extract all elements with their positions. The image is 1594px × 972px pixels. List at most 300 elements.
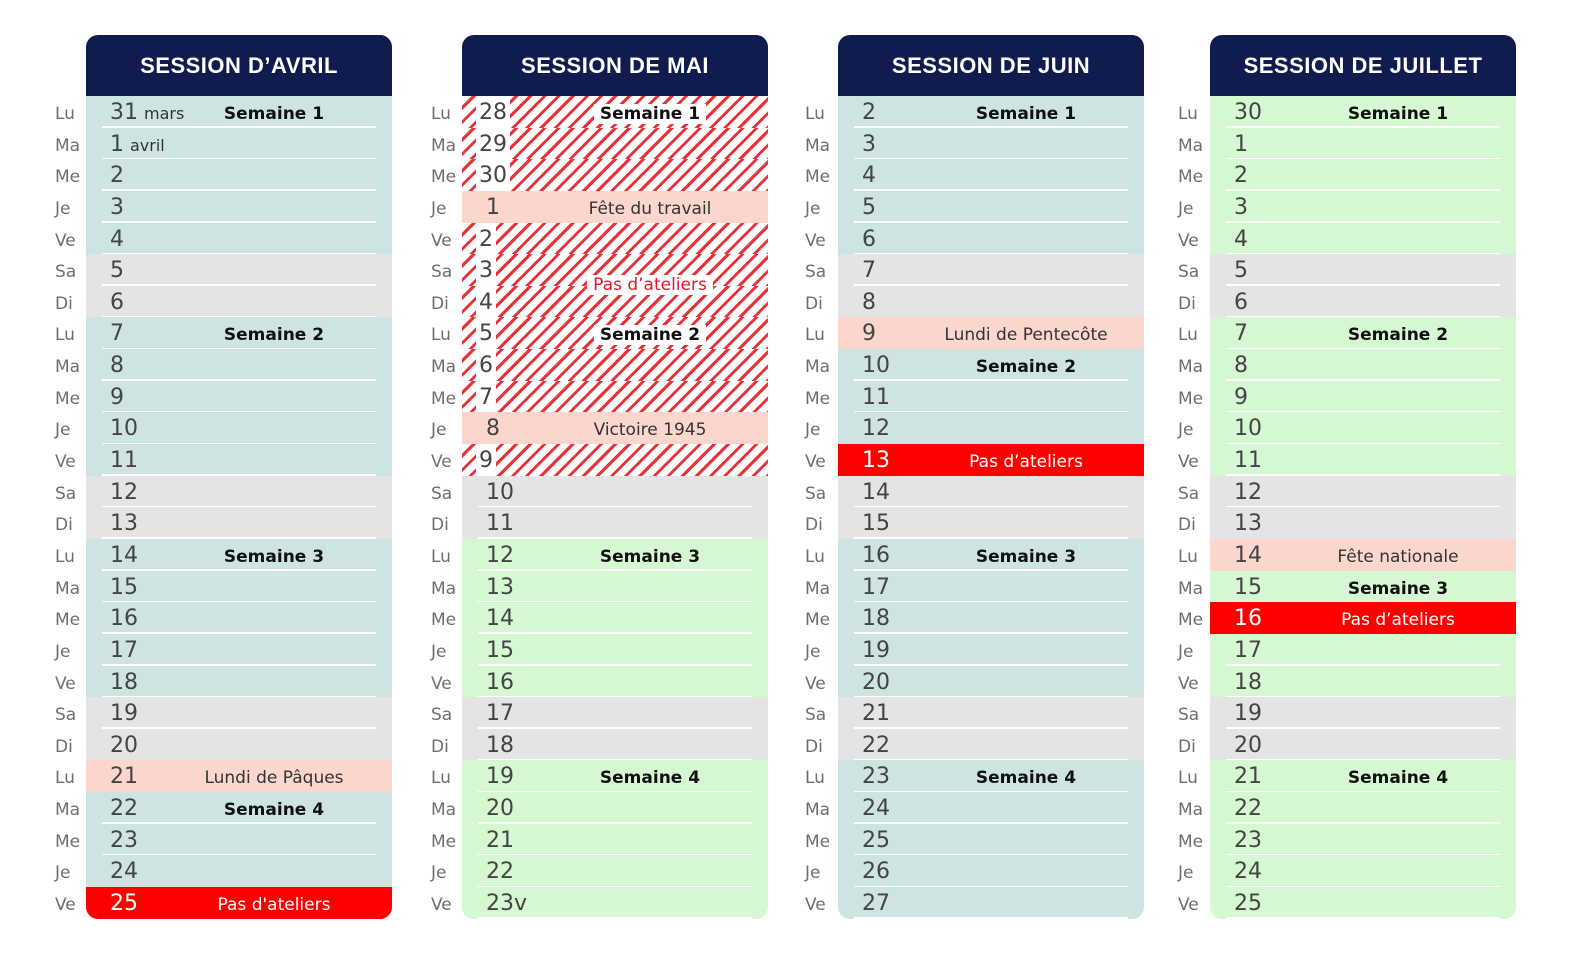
weekday-label: Lu	[1178, 104, 1198, 124]
day-number-value: 9	[1234, 384, 1248, 410]
day-number	[110, 317, 124, 351]
weekday-label: Je	[805, 420, 821, 441]
calendar-day-row	[1210, 349, 1516, 381]
day-number-value: 6	[862, 226, 876, 252]
calendar-day-row	[838, 412, 1144, 444]
weekday-label: Sa	[431, 705, 453, 726]
session-card	[1210, 35, 1516, 919]
day-number-value: 25	[110, 891, 138, 917]
day-number-value: 4	[862, 163, 876, 189]
week-label	[532, 96, 768, 132]
calendar-day-row	[1210, 760, 1516, 792]
weekday-label: Je	[431, 863, 447, 884]
row-label-text: Semaine 4	[975, 768, 1077, 789]
row-label-text: Pas d'ateliers	[217, 895, 331, 916]
day-number-value: 10	[486, 479, 514, 505]
day-number	[476, 317, 496, 351]
calendar-day-row	[86, 349, 392, 381]
row-label-text: Lundi de Pentecôte	[944, 325, 1108, 346]
row-label-text: Semaine 2	[975, 357, 1077, 378]
weekday-label: Me	[1178, 167, 1204, 188]
weekday-label: Lu	[431, 325, 451, 346]
day-number-value: 2	[1234, 163, 1248, 189]
calendar-day-row	[86, 96, 392, 128]
weekday-label: Je	[1178, 198, 1194, 219]
calendar-day-row	[462, 824, 768, 856]
week-label	[156, 539, 392, 575]
weekday-label: Sa	[431, 483, 453, 504]
day-number	[862, 887, 890, 919]
calendar-day-row	[462, 666, 768, 698]
weekday-label: Je	[431, 420, 447, 441]
day-number	[1234, 96, 1262, 130]
day-number-value: 10	[1234, 416, 1262, 442]
day-number-value: 1	[110, 131, 124, 157]
day-number-value: 19	[862, 637, 890, 663]
calendar-day-row	[838, 223, 1144, 255]
weekday-label: Ma	[805, 800, 831, 821]
session-rows	[462, 96, 768, 919]
calendar-day-row	[462, 412, 768, 444]
no-workshop-label	[1280, 602, 1516, 638]
weekday-label: Lu	[55, 325, 75, 346]
calendar-day-row	[1210, 792, 1516, 824]
weekday-label: Sa	[431, 262, 453, 283]
calendar-day-row	[86, 444, 392, 476]
weekday-label: Di	[1178, 515, 1196, 536]
day-number-value: 29	[479, 131, 507, 157]
day-number	[110, 223, 124, 257]
weekday-label: Ma	[805, 357, 831, 378]
calendar-day-row	[1210, 476, 1516, 508]
weekday-label: Ve	[1178, 673, 1199, 694]
day-number-value: 18	[486, 732, 514, 758]
day-number	[1234, 507, 1262, 541]
calendar-day-row	[462, 792, 768, 824]
day-number	[110, 476, 138, 510]
day-number-value: 4	[1234, 226, 1248, 252]
day-number	[1234, 223, 1248, 257]
day-number-value: 14	[486, 606, 514, 632]
week-label	[1280, 571, 1516, 607]
row-label-text: Semaine 2	[223, 325, 325, 346]
weekday-label: Sa	[55, 262, 77, 283]
day-number-value: 23v	[486, 891, 528, 917]
day-number	[862, 96, 876, 130]
day-number-value: 13	[110, 511, 138, 537]
weekday-label: Ma	[431, 578, 457, 599]
no-workshop-label	[156, 887, 392, 919]
calendar-day-row	[838, 191, 1144, 223]
weekday-label: Lu	[805, 325, 825, 346]
day-number	[110, 412, 138, 446]
weekday-label: Je	[805, 641, 821, 662]
day-number	[1234, 381, 1248, 415]
day-number-value: 24	[1234, 859, 1262, 885]
weekday-label: Ve	[55, 230, 76, 251]
day-number-value: 12	[1234, 479, 1262, 505]
day-number-value: 17	[110, 637, 138, 663]
day-number-value: 1	[486, 194, 500, 220]
day-number	[862, 223, 876, 257]
weekday-label: Je	[55, 420, 71, 441]
calendar-day-row	[86, 223, 392, 255]
weekday-label: Lu	[1178, 768, 1198, 789]
weekday-label: Lu	[431, 768, 451, 789]
calendar-day-row	[838, 855, 1144, 887]
weekday-label: Je	[805, 198, 821, 219]
calendar-day-row	[86, 412, 392, 444]
calendar-day-row	[86, 729, 392, 761]
day-number	[1234, 571, 1262, 605]
day-number-value: 20	[1234, 732, 1262, 758]
calendar-day-row	[86, 128, 392, 160]
day-number	[486, 887, 527, 919]
day-number-value: 16	[862, 542, 890, 568]
day-number-value: 22	[486, 859, 514, 885]
calendar-day-row	[1210, 191, 1516, 223]
day-number	[110, 128, 165, 163]
day-number	[862, 729, 890, 763]
calendar-day-row	[462, 96, 768, 128]
weekday-label: Sa	[55, 705, 77, 726]
calendar-day-row	[86, 634, 392, 666]
calendar-day-row	[838, 887, 1144, 919]
weekday-label: Me	[431, 610, 457, 631]
day-number-value: 8	[110, 353, 124, 379]
weekday-label: Ve	[805, 230, 826, 251]
day-number-value: 8	[1234, 353, 1248, 379]
row-label-text: Fête nationale	[1337, 546, 1459, 567]
row-label-text: Semaine 4	[1347, 768, 1449, 789]
day-number	[486, 760, 514, 794]
weekday-label: Ve	[431, 895, 452, 916]
week-label	[156, 792, 392, 828]
day-number	[1234, 412, 1262, 446]
holiday-label	[1280, 539, 1516, 575]
weekday-label: Sa	[805, 705, 827, 726]
weekday-label: Me	[55, 388, 81, 409]
weekday-label: Ma	[805, 135, 831, 156]
holiday-label	[532, 412, 768, 448]
calendar-day-row	[86, 286, 392, 318]
session-rows	[838, 96, 1144, 919]
weekday-label: Je	[1178, 863, 1194, 884]
day-number	[1234, 634, 1262, 668]
weekday-label: Di	[431, 515, 449, 536]
day-number	[862, 602, 890, 636]
calendar-day-row	[1210, 128, 1516, 160]
row-label-text: Semaine 1	[223, 104, 325, 124]
calendar-day-row	[838, 792, 1144, 824]
weekday-label: Sa	[1178, 483, 1200, 504]
calendar-day-row	[838, 507, 1144, 539]
row-label-text: Fête du travail	[588, 198, 712, 219]
weekday-label: Ma	[431, 135, 457, 156]
day-number-value: 21	[486, 827, 514, 853]
weekday-label: Me	[431, 388, 457, 409]
weekday-label: Me	[55, 167, 81, 188]
weekday-label: Di	[1178, 293, 1196, 314]
day-number	[862, 128, 876, 162]
day-number-value: 17	[862, 574, 890, 600]
day-number-value: 15	[1234, 574, 1262, 600]
calendar-day-row	[838, 634, 1144, 666]
day-number	[1234, 666, 1262, 700]
weekday-label: Ma	[55, 135, 81, 156]
day-number-value: 23	[110, 827, 138, 853]
weekday-label: Je	[431, 641, 447, 662]
day-number-value: 12	[486, 542, 514, 568]
day-number-value: 20	[862, 669, 890, 695]
day-number	[110, 286, 124, 320]
day-number-value: 7	[479, 384, 493, 410]
no-workshop-label	[908, 444, 1144, 480]
day-number	[476, 128, 510, 162]
day-number-value: 18	[862, 606, 890, 632]
calendar-day-row	[838, 602, 1144, 634]
day-number-value: 17	[486, 701, 514, 727]
day-number	[110, 602, 138, 636]
day-number-value: 5	[862, 194, 876, 220]
day-number	[110, 792, 138, 826]
day-number	[1234, 444, 1262, 478]
day-number	[110, 349, 124, 383]
day-number	[1234, 855, 1262, 889]
day-number-value: 24	[862, 796, 890, 822]
calendar-day-row	[1210, 602, 1516, 634]
day-number	[862, 760, 890, 794]
day-number	[476, 444, 496, 478]
day-number-value: 4	[479, 289, 493, 315]
no-workshop-label	[532, 273, 768, 297]
calendar-day-row	[1210, 697, 1516, 729]
day-number	[486, 855, 514, 889]
week-label	[908, 349, 1144, 385]
day-number-value: 2	[110, 163, 124, 189]
day-number	[486, 476, 514, 510]
weekday-label: Ve	[805, 673, 826, 694]
calendar-day-row	[1210, 507, 1516, 539]
day-number	[1234, 254, 1248, 288]
no-workshop-text: Pas d’ateliers	[587, 275, 713, 295]
week-label	[1280, 760, 1516, 796]
day-number-value: 31	[110, 100, 138, 125]
day-number	[110, 697, 138, 731]
weekday-label: Je	[1178, 420, 1194, 441]
day-number	[486, 824, 514, 858]
weekday-label: Lu	[55, 104, 75, 124]
calendar-day-row	[1210, 286, 1516, 318]
week-label	[156, 317, 392, 353]
weekday-label: Lu	[805, 546, 825, 567]
day-number	[486, 634, 514, 668]
calendar-day-row	[838, 128, 1144, 160]
day-number	[862, 571, 890, 605]
weekday-label: Sa	[1178, 262, 1200, 283]
day-number-value: 15	[486, 637, 514, 663]
week-label	[532, 760, 768, 796]
calendar-day-row	[1210, 571, 1516, 603]
day-number	[110, 444, 138, 478]
weekday-label: Sa	[1178, 705, 1200, 726]
weekday-label: Me	[805, 167, 831, 188]
day-number-value: 5	[1234, 258, 1248, 284]
weekday-label: Lu	[1178, 325, 1198, 346]
calendar-day-row	[838, 444, 1144, 476]
row-label-text: Pas d’ateliers	[969, 452, 1083, 473]
day-number-value: 14	[862, 479, 890, 505]
day-number	[862, 476, 890, 510]
day-number-value: 23	[1234, 827, 1262, 853]
day-number-value: 25	[862, 827, 890, 853]
day-number	[862, 666, 890, 700]
calendar-day-row	[1210, 381, 1516, 413]
calendar-day-row	[462, 602, 768, 634]
calendar-day-row	[462, 159, 768, 191]
day-number	[862, 539, 890, 573]
day-number	[1234, 760, 1262, 794]
calendar-day-row	[86, 760, 392, 792]
weekday-label: Ma	[1178, 357, 1204, 378]
weekday-label: Di	[805, 293, 823, 314]
week-label	[908, 760, 1144, 796]
calendar-day-row	[462, 128, 768, 160]
holiday-label	[532, 191, 768, 227]
calendar-day-row	[462, 697, 768, 729]
calendar-day-row	[462, 760, 768, 792]
day-number-value: 16	[486, 669, 514, 695]
day-number-value: 19	[486, 764, 514, 790]
calendar-day-row	[86, 191, 392, 223]
day-number-value: 1	[1234, 131, 1248, 157]
weekday-label: Lu	[805, 104, 825, 124]
calendar-day-row	[1210, 444, 1516, 476]
day-number	[110, 760, 138, 794]
day-number	[110, 539, 138, 573]
weekday-label: Me	[55, 610, 81, 631]
day-number-value: 28	[479, 100, 507, 125]
weekday-label: Di	[805, 515, 823, 536]
weekday-label: Sa	[805, 483, 827, 504]
day-number	[486, 539, 514, 573]
day-number	[476, 159, 510, 193]
session-title: SESSION DE JUILLET	[1210, 35, 1516, 96]
calendar-day-row	[462, 887, 768, 919]
calendar-day-row	[1210, 824, 1516, 856]
calendar-day-row	[1210, 666, 1516, 698]
day-number-value: 20	[110, 732, 138, 758]
calendar-day-row	[1210, 855, 1516, 887]
weekday-label: Ve	[431, 452, 452, 473]
day-number-value: 9	[479, 448, 493, 474]
day-number-value: 4	[110, 226, 124, 252]
weekday-label: Lu	[55, 546, 75, 567]
day-number-value: 6	[1234, 289, 1248, 315]
calendar-day-row	[838, 317, 1144, 349]
day-number-value: 5	[110, 258, 124, 284]
day-number-value: 14	[110, 542, 138, 568]
calendar-day-row	[86, 381, 392, 413]
weekday-label: Ve	[1178, 452, 1199, 473]
calendar-day-row	[1210, 729, 1516, 761]
calendar-day-row	[838, 729, 1144, 761]
day-number-value: 16	[1234, 606, 1262, 632]
day-number-value: 12	[110, 479, 138, 505]
weekday-label: Ve	[1178, 230, 1199, 251]
calendar-day-row	[1210, 412, 1516, 444]
day-number	[862, 792, 890, 826]
day-number-value: 18	[110, 669, 138, 695]
weekday-label: Je	[55, 641, 71, 662]
day-number	[486, 729, 514, 763]
row-label-text: Victoire 1945	[593, 420, 707, 441]
day-number-value: 22	[862, 732, 890, 758]
day-number	[110, 729, 138, 763]
holiday-label	[156, 760, 392, 796]
row-label-text: Semaine 3	[975, 546, 1077, 567]
calendar-day-row	[838, 571, 1144, 603]
session-rows	[86, 96, 392, 919]
day-number	[862, 254, 876, 288]
row-label-text: Semaine 1	[1347, 104, 1449, 124]
weekday-label: Lu	[431, 104, 451, 124]
day-number-value: 23	[862, 764, 890, 790]
session-title: SESSION DE MAI	[462, 35, 768, 96]
day-number-value: 3	[1234, 194, 1248, 220]
weekday-label: Je	[55, 198, 71, 219]
calendar-day-row	[462, 191, 768, 223]
row-label-text: Semaine 1	[975, 104, 1077, 124]
weekday-label: Ma	[1178, 800, 1204, 821]
day-number-value: 30	[479, 163, 507, 189]
calendar-day-row	[1210, 254, 1516, 286]
calendar-day-row	[1210, 317, 1516, 349]
calendar-day-row	[86, 254, 392, 286]
day-number	[862, 159, 876, 193]
day-number	[110, 159, 124, 193]
day-number	[1234, 697, 1262, 731]
day-number	[110, 507, 138, 541]
day-number	[862, 381, 890, 415]
calendar-day-row	[86, 824, 392, 856]
weekday-label: Me	[431, 167, 457, 188]
calendar-day-row	[838, 254, 1144, 286]
day-number	[476, 223, 496, 257]
week-label	[1280, 96, 1516, 132]
calendar-day-row	[1210, 634, 1516, 666]
day-number	[862, 349, 890, 383]
day-number	[110, 191, 124, 225]
day-number-value: 18	[1234, 669, 1262, 695]
day-number-value: 9	[862, 321, 876, 347]
calendar-day-row	[462, 317, 768, 349]
day-number	[486, 507, 514, 541]
weekday-label: Ve	[805, 452, 826, 473]
weekday-label: Ma	[805, 578, 831, 599]
weekday-label: Di	[55, 293, 73, 314]
day-number	[486, 412, 500, 446]
week-label	[156, 96, 392, 132]
weekday-label: Ma	[55, 800, 81, 821]
weekday-label: Di	[805, 736, 823, 757]
session-card	[838, 35, 1144, 919]
day-number	[476, 349, 496, 383]
day-number-value: 11	[1234, 448, 1262, 474]
day-number-value: 3	[479, 258, 493, 284]
day-number-value: 9	[110, 384, 124, 410]
calendar-day-row	[462, 539, 768, 571]
